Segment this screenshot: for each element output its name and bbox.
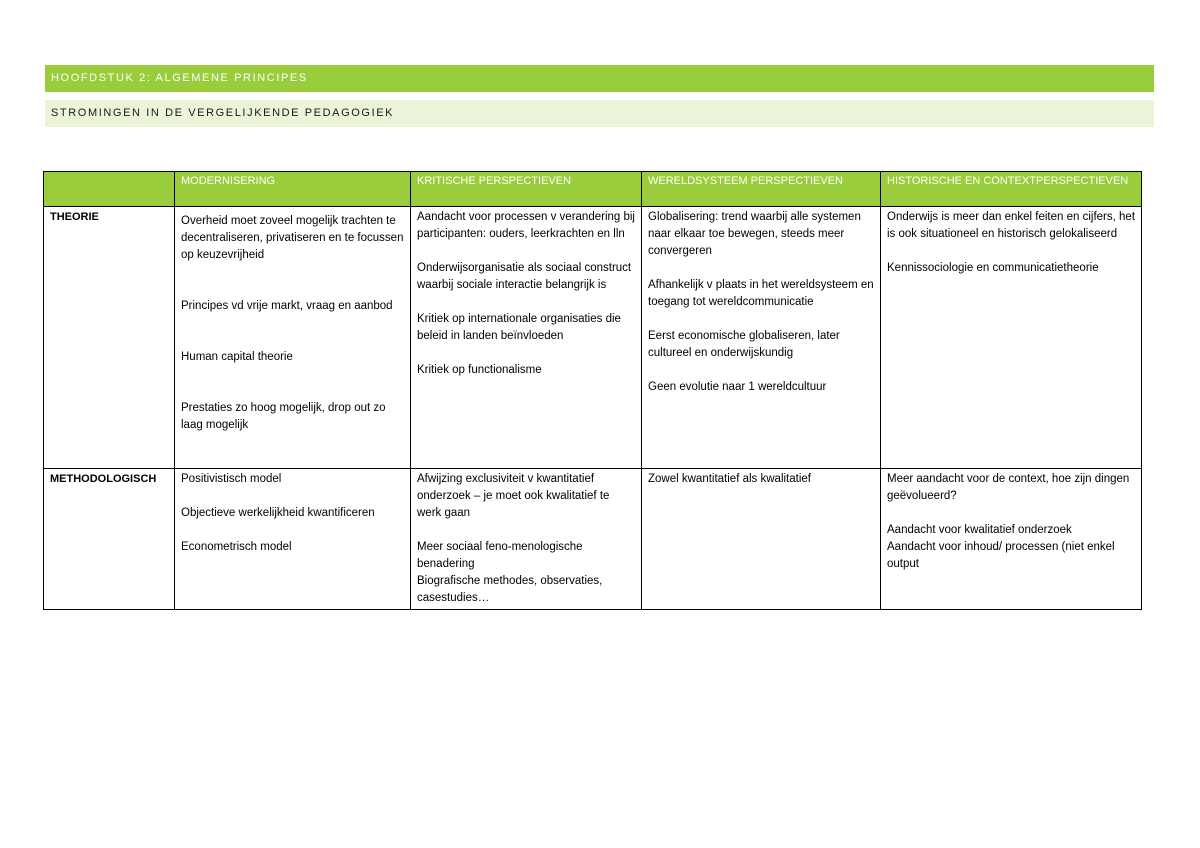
cell-text: Eerst economische globaliseren, later cultureel en onderwijskundig: [648, 330, 840, 359]
cell-text: Kritiek op internationale organisaties die beleid in landen beïnvloeden: [417, 313, 621, 342]
column-header: WERELDSYSTEEM PERSPECTIEVEN: [642, 172, 881, 207]
table-row: [44, 469, 1142, 610]
column-header: KRITISCHE PERSPECTIEVEN: [411, 172, 642, 207]
cell-text: Prestaties zo hoog mogelijk, drop out zo laag mogelijk: [181, 402, 386, 431]
table-header-row: [44, 172, 1142, 207]
table-cell: [881, 469, 1142, 610]
cell-text: Aandacht voor kwalitatief onderzoek: [887, 524, 1072, 536]
row-header: THEORIE: [44, 207, 175, 469]
table-cell: [411, 469, 642, 610]
column-header: MODERNISERING: [175, 172, 411, 207]
cell-text: Principes vd vrije markt, vraag en aanbod: [181, 300, 393, 312]
row-header: METHODOLOGISCH: [44, 469, 175, 610]
cell-text: Afhankelijk v plaats in het wereldsysteem en toegang tot wereldcommunicatie: [648, 279, 874, 308]
table-cell: [175, 469, 411, 610]
chapter-title-bar: [45, 65, 1154, 92]
cell-text: Afwijzing exclusiviteit v kwantitatief onderzoek – je moet ook kwalitatief te werk gaan: [417, 473, 610, 519]
table-cell: [411, 207, 642, 469]
corner-cell: [44, 172, 175, 207]
cell-text: Positivistisch model: [181, 473, 282, 485]
cell-text: Kennissociologie en communicatietheorie: [887, 262, 1099, 274]
cell-text: Kritiek op functionalisme: [417, 364, 542, 376]
cell-text: Zowel kwantitatief als kwalitatief: [648, 473, 811, 485]
cell-text: Aandacht voor processen v verandering bij participanten: ouders, leerkrachten en lln: [417, 211, 635, 240]
table-cell: [175, 207, 411, 469]
cell-text: Aandacht voor inhoud/ processen (niet enkel output: [887, 541, 1115, 570]
cell-text: Meer sociaal feno-menologische benadering: [417, 541, 583, 570]
cell-text: Objectieve werkelijkheid kwantificeren: [181, 507, 375, 519]
cell-text: Onderwijsorganisatie als sociaal construct waarbij sociale interactie belangrijk is: [417, 262, 632, 291]
cell-text: Onderwijs is meer dan enkel feiten en cijfers, het is ook situationeel en historisch gelokaliseerd: [887, 211, 1136, 240]
cell-text: Globalisering: trend waarbij alle systemen naar elkaar toe bewegen, steeds meer convergeren: [648, 211, 861, 257]
cell-text: Biografische methodes, observaties, casestudies…: [417, 575, 603, 604]
table-cell: [642, 207, 881, 469]
cell-text: Human capital theorie: [181, 351, 293, 363]
table-row: [44, 207, 1142, 469]
cell-text: Econometrisch model: [181, 541, 292, 553]
chapter-title: HOOFDSTUK 2: ALGEMENE PRINCIPES: [51, 72, 308, 84]
cell-text: Overheid moet zoveel mogelijk trachten te decentraliseren, privatiseren en te focussen op keuzevrijheid: [181, 215, 404, 261]
cell-text: Geen evolutie naar 1 wereldcultuur: [648, 381, 827, 393]
comparison-table: [43, 171, 1142, 610]
table-cell: [881, 207, 1142, 469]
section-title-bar: [45, 100, 1154, 127]
table-cell: [642, 469, 881, 610]
column-header: HISTORISCHE EN CONTEXTPERSPECTIEVEN: [881, 172, 1142, 207]
cell-text: Meer aandacht voor de context, hoe zijn dingen geëvolueerd?: [887, 473, 1130, 502]
section-title: STROMINGEN IN DE VERGELIJKENDE PEDAGOGIEK: [51, 107, 395, 119]
